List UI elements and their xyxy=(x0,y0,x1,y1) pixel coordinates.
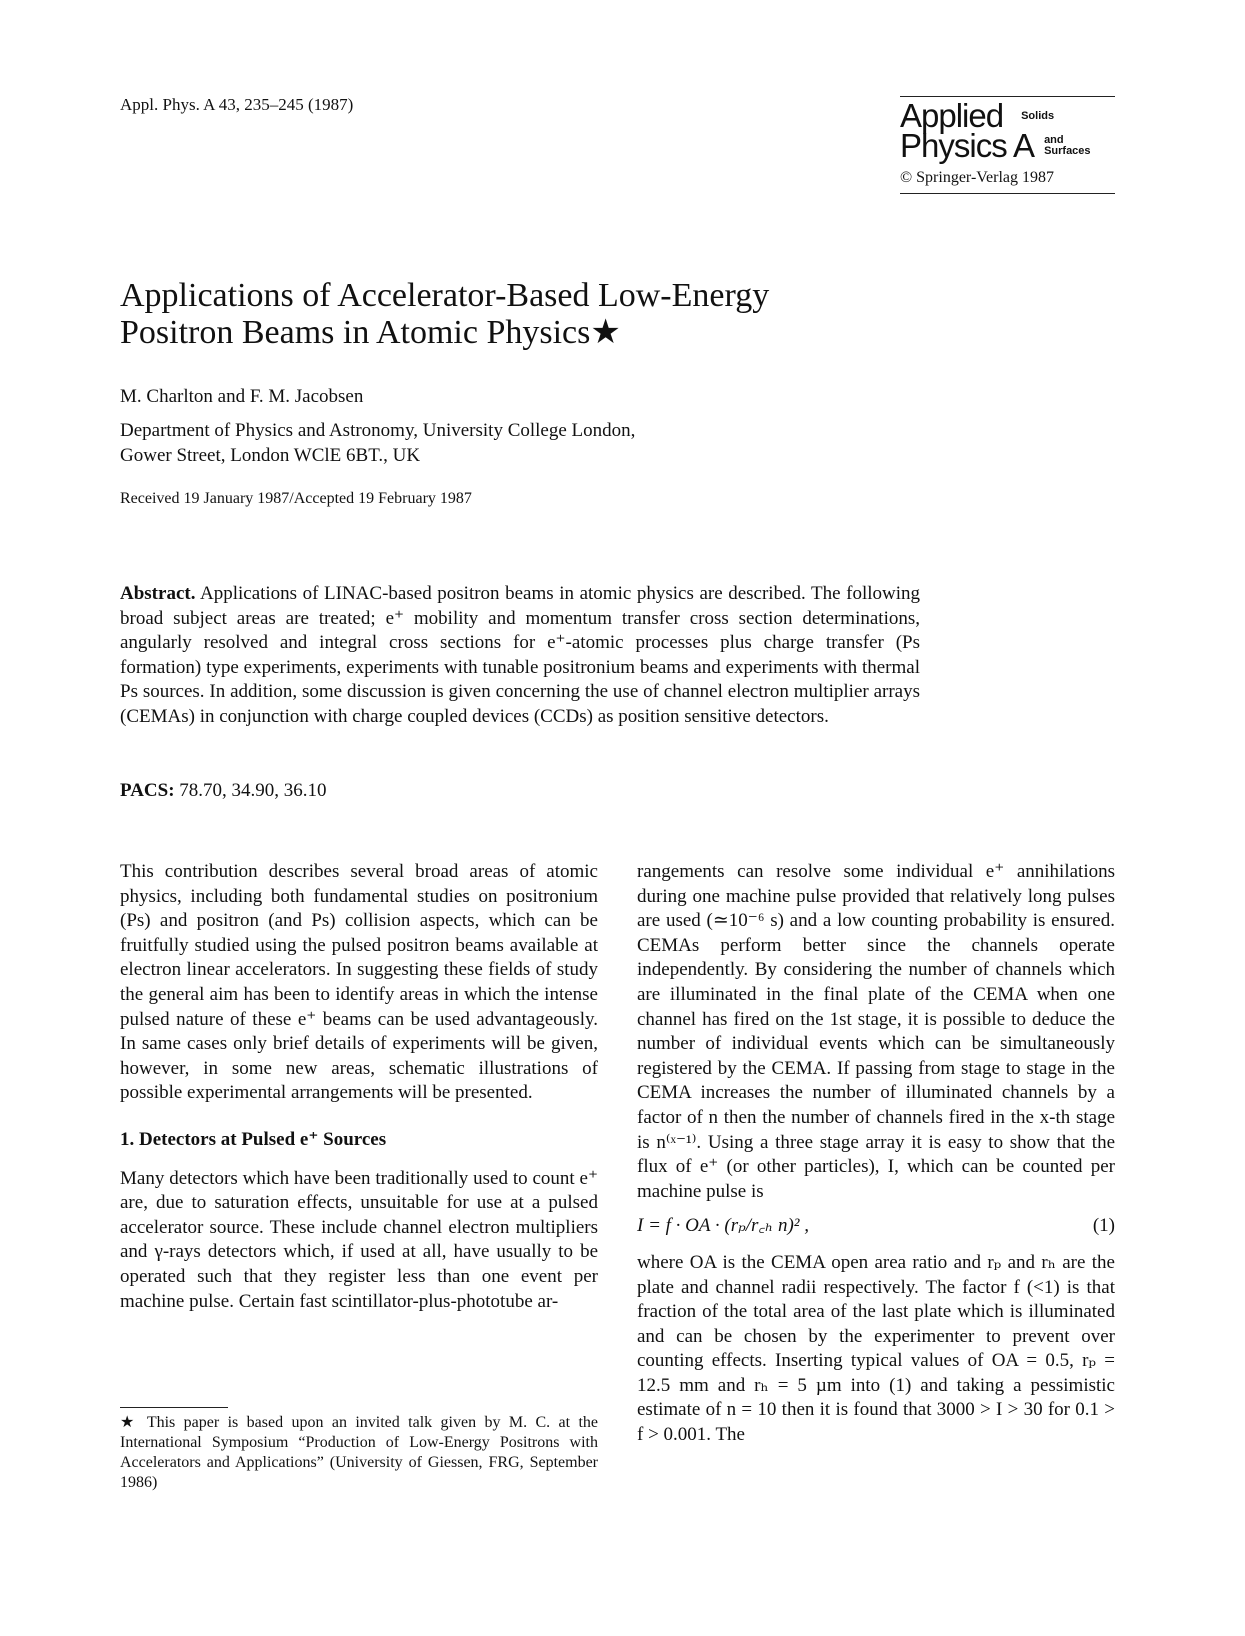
abstract xyxy=(120,582,920,729)
equation-1-body: I = f · OA · (rₚ/r꜀ₕ n)² , xyxy=(637,1215,809,1237)
right-column xyxy=(637,860,1115,1448)
right-paragraph-2: where OA is the CEMA open area ratio and rₚ and rₕ are the plate and channel radii respectively. The factor f (<1) is that fraction of the total area of the last plate which is illuminated and can be chosen by the experimenter to prevent over counting effects. Inserting typical values of OA = 0.5, rₚ = 12.5 mm and rₕ = 5 µm into (1) and taking a pessimistic estimate of n = 10 then it is found that 3000 > I > 30 for 0.1 > f > 0.001. The xyxy=(637,1251,1115,1446)
logo-and: and xyxy=(1044,134,1064,146)
title-line-2: Positron Beams in Atomic Physics★ xyxy=(120,314,621,351)
section-1-heading: 1. Detectors at Pulsed e⁺ Sources xyxy=(120,1128,387,1150)
logo-and-surfaces xyxy=(1044,135,1090,157)
paper-title xyxy=(120,277,900,351)
section-1-paragraph: Many detectors which have been traditionally used to count e⁺ are, due to saturation effects, unsuitable for use at a pulsed accelerator source. These include channel electron multipliers and γ-rays detectors which, if used at all, have usually to be operated such that they register less than one event per machine pulse. Certain fast scintillator-plus-phototube ar- xyxy=(120,1167,598,1312)
equation-1 xyxy=(637,1214,1115,1239)
journal-logo xyxy=(900,96,1115,194)
logo-applied: Applied xyxy=(900,97,1004,134)
logo-bottom-rule xyxy=(900,193,1115,194)
affiliation-line-2: Gower Street, London WClE 6BT., UK xyxy=(120,445,421,466)
pacs-value: 78.70, 34.90, 36.10 xyxy=(179,780,327,801)
pacs xyxy=(120,780,327,802)
abstract-label: Abstract. xyxy=(120,583,196,604)
logo-solids: Solids xyxy=(1021,109,1055,122)
pacs-label: PACS: xyxy=(120,780,175,801)
authors: M. Charlton and F. M. Jacobsen xyxy=(120,386,364,407)
footnote-rule xyxy=(120,1407,228,1408)
logo-surfaces: Surfaces xyxy=(1044,145,1091,157)
affiliation-line-1: Department of Physics and Astronomy, University College London, xyxy=(120,420,636,441)
right-paragraph-1: rangements can resolve some individual e⁺ annihilations during one machine pulse provided that relatively long pulses are used (≃10⁻⁶ s) and a low counting probability is ensured. CEMAs perform better since the channels operate independently. By considering the number of channels which are illuminated in the final plate of the CEMA when one channel has fired on the 1st stage, it is possible to deduce the number of individual events which can be simultaneously registered by the CEMA. If passing from stage to stage in the CEMA increases the number of illuminated channels by a factor of n then the number of channels fired in the x-th stage is n⁽ˣ⁻¹⁾. Using a three stage array it is easy to show that the flux of e⁺ (or other particles), I, which can be counted per machine pulse is xyxy=(637,861,1115,1202)
affiliation xyxy=(120,418,820,468)
title-line-1: Applications of Accelerator-Based Low-Energy xyxy=(120,277,770,314)
received-dates: Received 19 January 1987/Accepted 19 February 1987 xyxy=(120,490,472,507)
copyright: © Springer-Verlag 1987 xyxy=(900,169,1055,186)
journal-citation: Appl. Phys. A 43, 235–245 (1987) xyxy=(120,95,354,114)
footnote: ★ This paper is based upon an invited talk given by M. C. at the International Symposium “Production of Low-Energy Positrons with Accelerators and Applications” (University of Giessen, FRG, September 1986) xyxy=(120,1414,598,1491)
logo-physics-a: Physics A xyxy=(900,127,1035,164)
left-column xyxy=(120,860,598,1314)
intro-paragraph: This contribution describes several broad areas of atomic physics, including both fundamental studies on positronium (Ps) and positron (and Ps) collision aspects, which can be fruitfully studied using the pulsed positron beams available at electron linear accelerators. In suggesting these fields of study the general aim has been to identify areas in which the intense pulsed nature of these e⁺ beams can be used advantageously. In same cases only brief details of experiments will be given, however, in some new areas, schematic illustrations of possible experimental arrangements will be presented. xyxy=(120,861,598,1104)
equation-1-number: (1) xyxy=(1092,1215,1115,1237)
abstract-text: Applications of LINAC-based positron beams in atomic physics are described. The following broad subject areas are treated; e⁺ mobility and momentum transfer cross section determinations, angularly resolved and integral cross sections for e⁺-atomic processes plus charge transfer (Ps formation) type experiments, experiments with tunable positronium beams and experiments with thermal Ps sources. In addition, some discussion is given concerning the use of channel electron multiplier arrays (CEMAs) in conjunction with charge coupled devices (CCDs) as position sensitive detectors. xyxy=(120,583,920,727)
